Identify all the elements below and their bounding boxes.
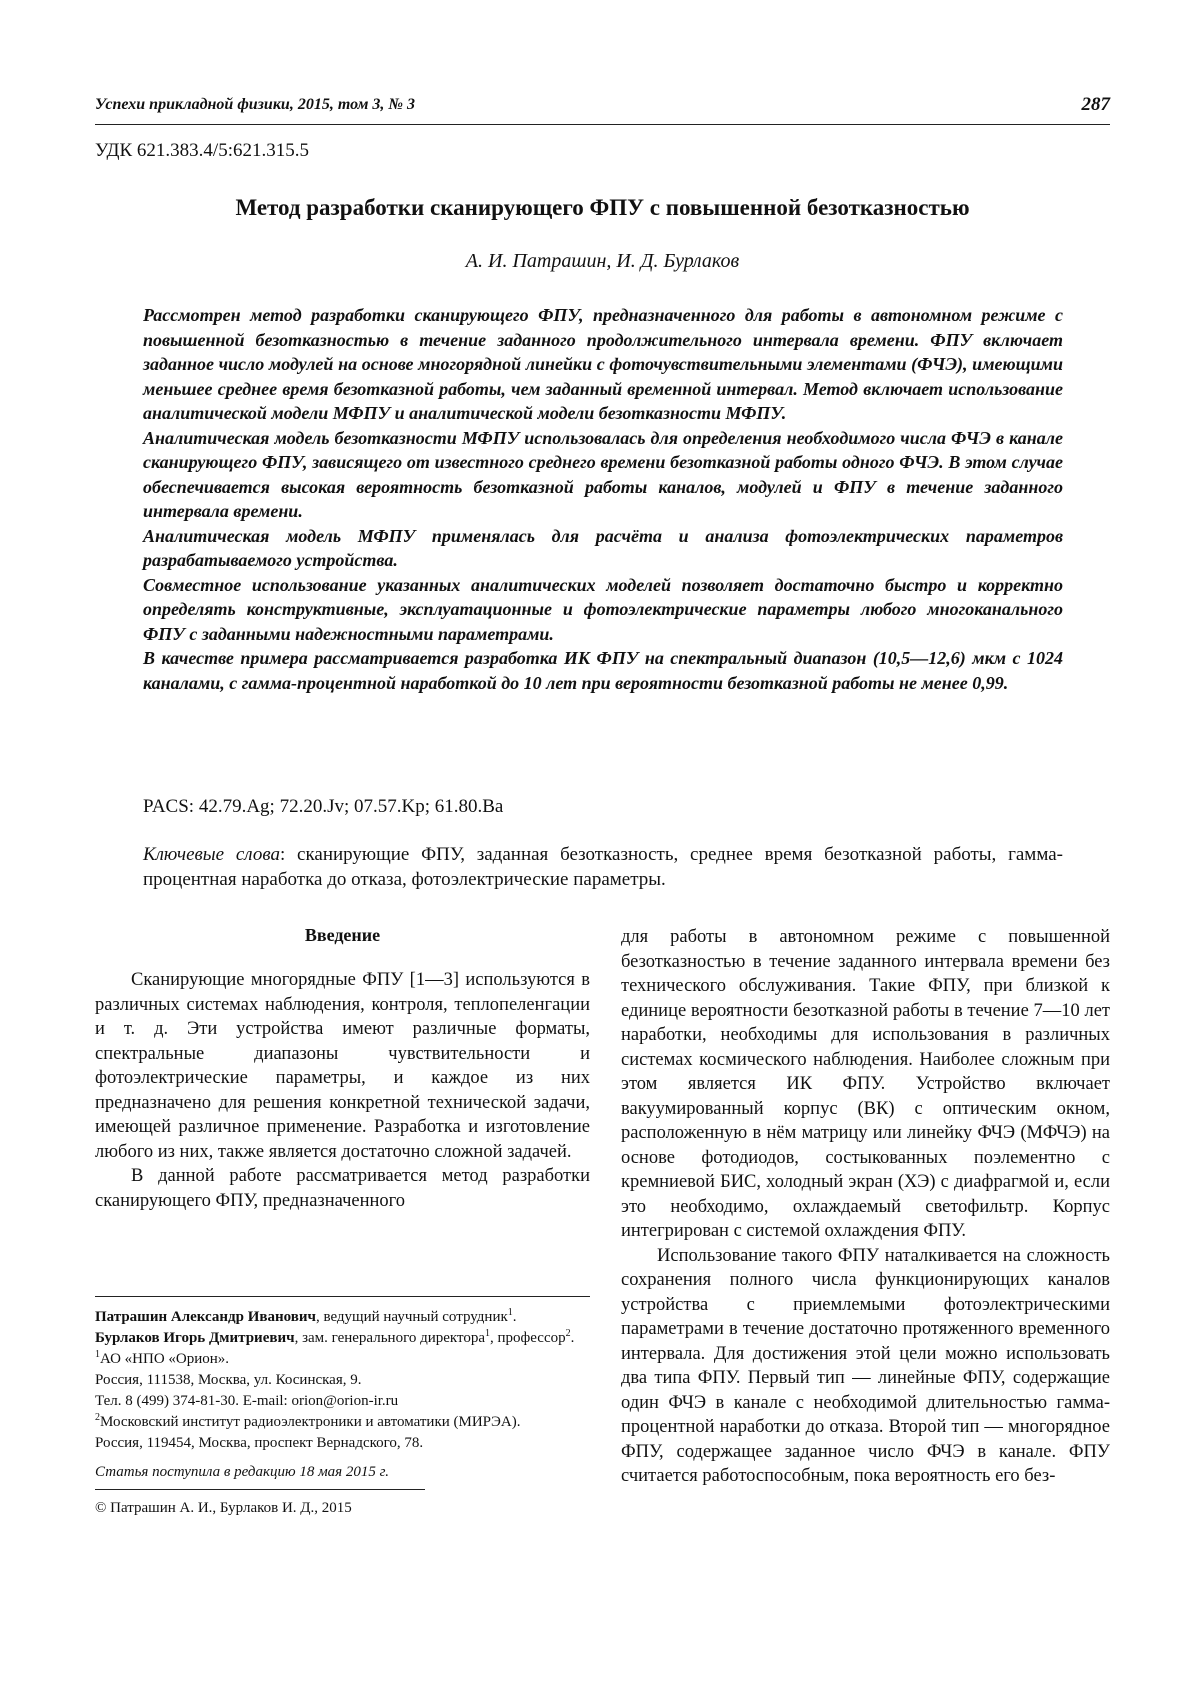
right-column [621, 925, 1110, 1489]
page-number: 287 [1081, 94, 1110, 115]
author-1-name: Патрашин Александр Иванович [95, 1309, 316, 1325]
section-heading-intro: Введение [304, 925, 381, 945]
abstract-paragraph: Аналитическая модель МФПУ применялась для расчёта и анализа фотоэлектрических параметров разрабатываемого устройства. [143, 525, 1063, 570]
affiliation-mark: 2 [565, 1328, 571, 1339]
body-paragraph: Сканирующие многорядные ФПУ [1—3] используются в различных системах наблюдения, контроля, теплопеленгации и т. д. Эти устройства имеют различные форматы, спектральные диапазоны чувствительности и фотоэлектрические параметры, и каждое из них предназначено для решения конкретной технической задачи, имеющей различное применение. Разработка и изготовление любого из них, также является достаточно сложной задачей. [95, 970, 590, 1162]
footnote-author-2: Бурлаков Игорь Дмитриевич, зам. генерального директора$^1$, профессор$^2$. [95, 1328, 575, 1346]
journal-citation: Успехи прикладной физики, 2015, том 3, № 3 [95, 96, 416, 113]
org-1-address: Россия, 111538, Москва, ул. Косинская, 9. [95, 1372, 362, 1388]
affiliation-mark: 1 [485, 1328, 491, 1339]
abstract-paragraph: Рассмотрен метод разработки сканирующего ФПУ, предназначенного для работы в автономном режиме с повышенной безотказностью в течение заданного продолжительного интервала времени. ФПУ включает заданное число модулей на основе многорядной линейки с фоточувствительными элементами (ФЧЭ), имеющими меньшее среднее время безотказной работы, чем заданный временной интервал. Метод включает использование аналитической модели МФПУ и аналитической модели безотказности МФПУ. [143, 305, 1063, 423]
author-1-role: , ведущий научный сотрудник [315, 1309, 508, 1325]
received-date: Статья поступила в редакцию 18 мая 2015 г. [95, 1464, 390, 1480]
footnote-org-2 [95, 1412, 590, 1433]
copyright: © Патрашин А. И., Бурлаков И. Д., 2015 [95, 1500, 352, 1516]
article-title: Метод разработки сканирующего ФПУ с повышенной безотказностью [235, 195, 970, 220]
left-column [95, 925, 590, 1213]
udc-code: УДК 621.383.4/5:621.315.5 [95, 140, 309, 161]
org-2-address: Россия, 119454, Москва, проспект Вернадского, 78. [95, 1435, 424, 1451]
abstract [143, 303, 1063, 695]
affiliation-mark: 1 [507, 1307, 513, 1318]
author-2-name: Бурлаков Игорь Дмитриевич [95, 1330, 295, 1346]
author-2-role-2: , профессор [490, 1330, 566, 1346]
footnote-org-1 [95, 1349, 590, 1370]
footnote-author-1: Патрашин Александр Иванович, ведущий научный сотрудник$^1$. [95, 1307, 517, 1325]
keywords [143, 842, 1063, 892]
body-paragraph: В данной работе рассматривается метод разработки сканирующего ФПУ, предназначенного [95, 1166, 590, 1211]
abstract-paragraph: Аналитическая модель безотказности МФПУ использовалась для определения необходимого числа ФЧЭ в канале сканирующего ФПУ, зависящего от известного среднего времени безотказной работы одного ФЧЭ. В этом случае обеспечивается высокая вероятность безотказной работы каналов, модулей и ФПУ в течение заданного интервала времени. [143, 427, 1063, 521]
article-authors: А. И. Патрашин, И. Д. Бурлаков [465, 250, 740, 272]
body-paragraph: Использование такого ФПУ наталкивается на сложность сохранения полного числа функционирующих каналов устройства с приемлемыми фотоэлектрическими параметрами в течение достаточно протяженного временного интервала. Для достижения этой цели можно использовать два типа ФПУ. Первый тип — линейные ФПУ, содержащие один ФЧЭ в канале с необходимой длительностью гамма-процентной наработки до отказа. Второй тип — многорядное ФПУ, содержащее заданное число ФЧЭ в канале. ФПУ считается работоспособным, пока вероятность его без- [621, 1245, 1110, 1486]
author-footnotes [95, 1296, 590, 1519]
keywords-label: Ключевые слова [143, 844, 280, 865]
affiliation-mark: 1 [95, 1349, 100, 1360]
org-2-name: Московский институт радиоэлектроники и автоматики (МИРЭА). [100, 1414, 521, 1430]
org-1-contact: Тел. 8 (499) 374-81-30. E-mail: orion@orion-ir.ru [95, 1393, 399, 1409]
pacs-codes: PACS: 42.79.Ag; 72.20.Jv; 07.57.Kp; 61.80.Ba [143, 796, 504, 817]
divider [95, 1489, 425, 1490]
abstract-paragraph: В качестве примера рассматривается разработка ИК ФПУ на спектральный диапазон (10,5—12,6) мкм с 1024 каналами, с гамма-процентной наработкой до 10 лет при вероятности безотказной работы не менее 0,99. [143, 648, 1063, 693]
running-header [95, 92, 1110, 125]
affiliation-mark: 2 [95, 1412, 100, 1423]
author-2-role: , зам. генерального директора [294, 1330, 486, 1346]
body-paragraph: для работы в автономном режиме с повышенной безотказностью в течение заданного интервала времени без технического обслуживания. Такие ФПУ, при близкой к единице вероятности безотказной работы в течение 7—10 лет наработки, необходимы для использования в различных системах космического наблюдения. Наиболее сложным при этом является ИК ФПУ. Устройство включает вакуумированный корпус (ВК) с оптическим окном, расположенную в нём матрицу или линейку ФЧЭ (МФЧЭ) на основе фотодиодов, состыкованных поэлементно с кремниевой БИС, холодный экран (ХЭ) с диафрагмой и, если это необходимо, охлаждаемый светофильтр. Корпус интегрирован с системой охлаждения ФПУ. [621, 927, 1110, 1241]
abstract-paragraph: Совместное использование указанных аналитических моделей позволяет достаточно быстро и корректно определять конструктивные, эксплуатационные и фотоэлектрические параметры любого многоканального ФПУ с заданными надежностными параметрами. [143, 574, 1063, 644]
keywords-text: : сканирующие ФПУ, заданная безотказность, среднее время безотказной работы, гамма-процентная наработка до отказа, фотоэлектрические параметры. [143, 844, 1063, 890]
org-1-name: АО «НПО «Орион». [100, 1351, 230, 1367]
